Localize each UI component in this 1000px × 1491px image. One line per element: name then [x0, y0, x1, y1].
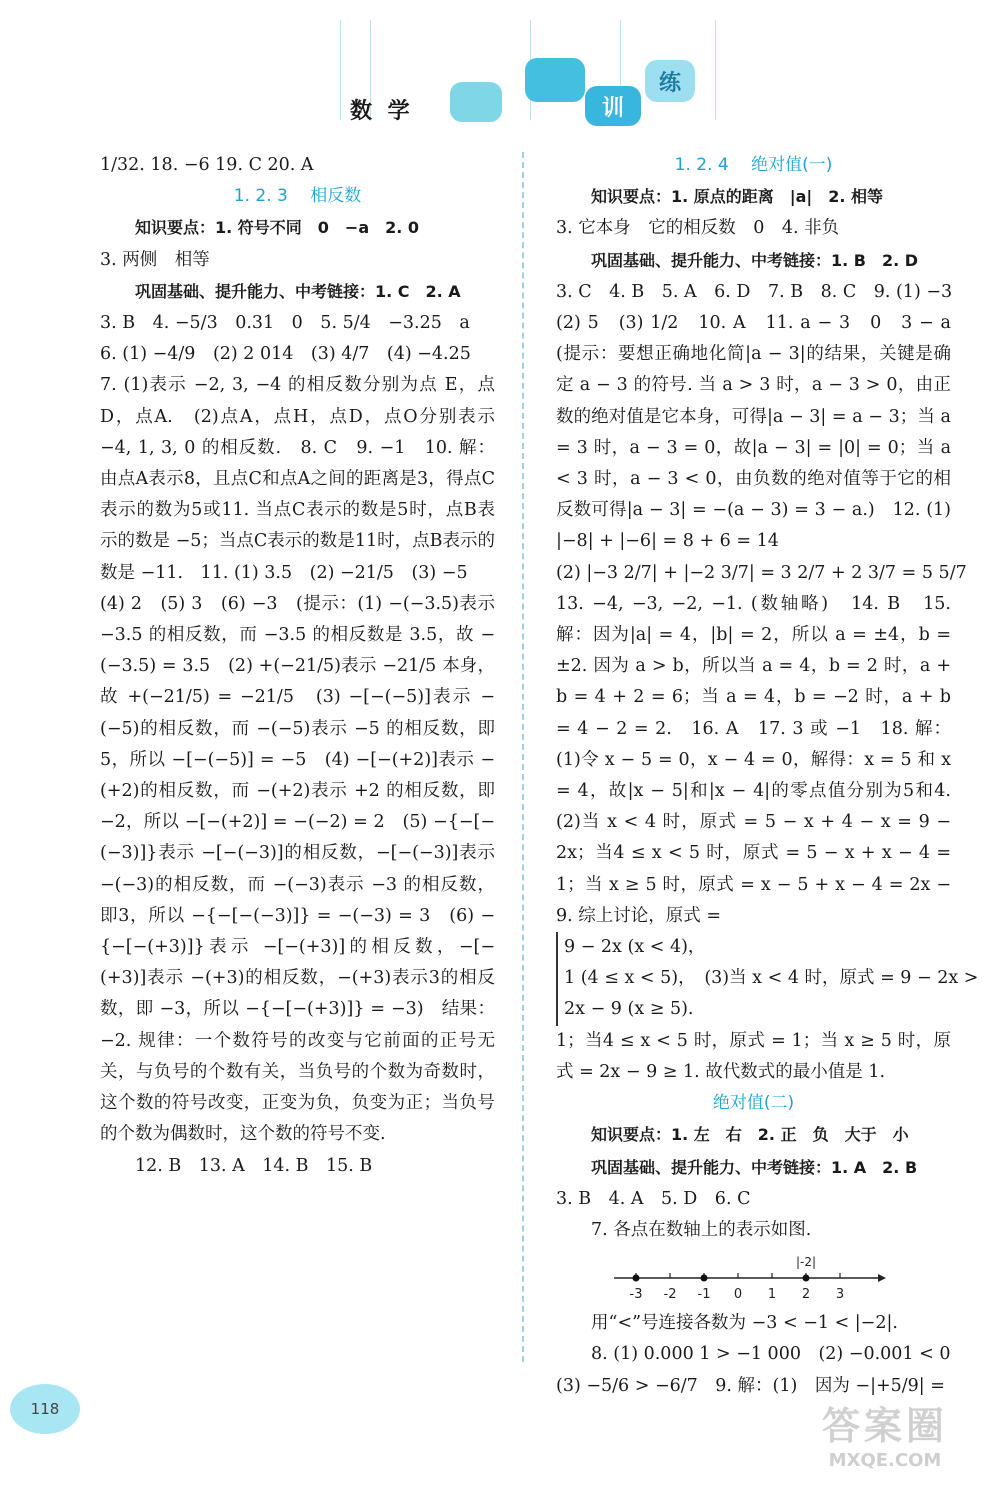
number-line-point	[701, 1275, 708, 1282]
knowledge-points: 知识要点：1. 原点的距离 |a| 2. 相等	[591, 187, 884, 207]
number-line-tick-label: 2	[801, 1287, 811, 1303]
exercise-heading: 巩固基础、提升能力、中考链接：1. A 2. B	[591, 1157, 918, 1177]
number-line-tick-label: -3	[629, 1287, 643, 1303]
answer-line: 8. (1) 0.000 1 > −1 000 (2) −0.001 < 0	[591, 1344, 951, 1365]
answer-line: 3. B 4. −5/3 0.31 0 5. 5/4 −3.25 a	[100, 313, 470, 334]
subject-title: 数 学	[350, 99, 414, 124]
header-bubble-1	[450, 82, 502, 122]
answer-line: 12. B 13. A 14. B 15. B	[135, 1155, 373, 1176]
answer-line: 用“<”号连接各数为 −3 < −1 < |−2|.	[591, 1313, 898, 1334]
exercise-heading: 巩固基础、提升能力、中考链接：1. B 2. D	[591, 250, 919, 270]
piecewise-case: 9 − 2x (x < 4)，	[564, 937, 706, 958]
right-column	[556, 150, 979, 1402]
answer-line: (3) −5/6 > −6/7 9. 解：(1) 因为 −|+5/9| =	[556, 1375, 945, 1396]
number-line-point	[633, 1275, 640, 1282]
column-separator	[522, 152, 524, 1362]
left-column	[100, 150, 495, 1182]
answer-paragraph: 13. −4, −3, −2, −1. (数轴略) 14. B 15. 解：因为|a| = 4，|b| = 2，所以 a = ±4，b = ±2. 因为 a > b，所以当 a = 4，b = 2 时，a + b = 4 + 2 = 6；当 a = 4，b = −2 时，a + b = 4 − 2 = 2. 16. A 17. 3 或 −1 18. 解：(1)令 x − 5 = 0，x − 4 = 0，解得：x = 5 和 x = 4，故|x − 5|和|x − 4|的零点值分别为5和4. (2)当 x < 4 时，原式 = 5 − x + 4 − x = 9 − 2x；当4 ≤ x < 5 时，原式 = 5 − x + x − 4 = 1；当 x ≥ 5 时，原式 = x − 5 + x − 4 = 2x − 9. 综上讨论，原式 =	[556, 593, 969, 926]
piecewise-case: 2x − 9 (x ≥ 5).	[564, 999, 694, 1020]
exercise-heading: 巩固基础、提升能力、中考链接：1. C 2. A	[135, 281, 461, 301]
header-bubble-3: 训	[585, 86, 641, 126]
header-bubble-2	[525, 58, 585, 102]
answer-line: 7. 各点在数轴上的表示如图.	[591, 1219, 812, 1240]
answer-line: 3. 两侧 相等	[100, 249, 210, 270]
section-title-absolute-value-2: 绝对值(二)	[712, 1093, 795, 1114]
knowledge-points: 知识要点：1. 左 右 2. 正 负 大于 小	[591, 1125, 909, 1145]
number-line-tick-label: -1	[697, 1287, 711, 1303]
number-line-tick-label: -2	[663, 1287, 677, 1303]
watermark-text: 答案圈	[821, 1404, 948, 1448]
watermark-url: MXQE.COM	[828, 1450, 942, 1471]
header-rule	[715, 20, 716, 120]
number-line-figure	[596, 1246, 951, 1308]
answer-paragraph: 1；当4 ≤ x < 5 时，原式 = 1；当 x ≥ 5 时，原式 = 2x − 9 ≥ 1. 故代数式的最小值是 1.	[556, 1030, 951, 1082]
watermark-logo	[790, 1395, 980, 1481]
answer-line: 3. C 4. B 5. A 6. D 7. B 8. C 9. (1) −3	[556, 281, 953, 302]
answer-line: 6. (1) −4/9 (2) 2 014 (3) 4/7 (4) −4.25	[100, 344, 471, 365]
section-title-opposite-numbers: 1. 2. 3 相反数	[233, 186, 362, 207]
page-header	[330, 20, 720, 124]
number-line-tick-label: 3	[835, 1287, 845, 1303]
number-line-point-label: |-2|	[795, 1255, 817, 1270]
piecewise-case: 1 (4 ≤ x < 5)， (3)当 x < 4 时，原式 = 9 − 2x >	[564, 968, 979, 989]
header-rule	[340, 20, 341, 120]
answer-paragraph: 7. (1)表示 −2, 3, −4 的相反数分别为点 E，点D，点A. (2)点A，点H，点D，点O分别表示 −4, 1, 3, 0 的相反数. 8. C 9. −1 10. 解：由点A表示8，且点C和点A之间的距离是3，得点C表示的数为5或11. 当点C表示的数是5时，点B表示的数是 −5；当点C表示的数是11时，点B表示的数是 −11. 11. (1) 3.5 (2) −21/5 (3) −5	[100, 375, 495, 583]
header-bubble-4: 练	[645, 60, 695, 102]
answer-line: (2) |−3 2/7| + |−2 3/7| = 3 2/7 + 2 3/7 = 5 5/7	[556, 562, 967, 583]
answer-line: 1/32. 18. −6 19. C 20. A	[100, 155, 314, 175]
page-number: 118	[10, 1384, 80, 1434]
number-line-arrow	[878, 1274, 886, 1282]
piecewise-brace	[556, 932, 979, 1026]
knowledge-points: 知识要点：1. 符号不同 0 −a 2. 0	[135, 218, 420, 238]
section-title-absolute-value-1: 1. 2. 4 绝对值(一)	[674, 155, 833, 175]
number-line-svg	[596, 1246, 896, 1308]
answer-paragraph: (2) 5 (3) 1/2 10. A 11. a − 3 0 3 − a (提示：要想正确地化简|a − 3|的结果，关键是确定 a − 3 的符号. 当 a > 3 时，a − 3 > 0，由正数的绝对值是它本身，可得|a − 3| = a − 3；当 a = 3 时，a − 3 = 0，故|a − 3| = |0| = 0；当 a < 3 时，a − 3 < 0，由负数的绝对值等于它的相反数可得|a − 3| = −(a − 3) = 3 − a.) 12. (1) |−8| + |−6| = 8 + 6 = 14	[556, 313, 951, 552]
number-line-tick-label: 1	[767, 1287, 777, 1303]
number-line-tick-label: 0	[733, 1287, 743, 1303]
number-line-point	[803, 1275, 810, 1282]
answer-line: 3. B 4. A 5. D 6. C	[556, 1188, 751, 1209]
answer-paragraph: (4) 2 (5) 3 (6) −3 (提示：(1) −(−3.5)表示 −3.5 的相反数，而 −3.5 的相反数是 3.5，故 −(−3.5) = 3.5 (2) +(−21/5)表示 −21/5 本身，故 +(−21/5) = −21/5 (3) −[−(−5)]表示 −(−5)的相反数，而 −(−5)表示 −5 的相反数，即 5，所以 −[−(−5)] = −5 (4) −[−(+2)]表示 −(+2)的相反数，而 −(+2)表示 +2 的相反数，即 −2，所以 −[−(+2)] = −(−2) = 2 (5) −{−[−(−3)]}表示 −[−(−3)]的相反数，−[−(−3)]表示 −(−3)的相反数，而 −(−3)表示 −3 的相反数，即3，所以 −{−[−(−3)]} = −(−3) = 3 (6) −{−[−(+3)]}表示 −[−(+3)]的相反数，−[−(+3)]表示 −(+3)的相反数，−(+3)表示3的相反数，即 −3，所以 −{−[−(+3)]} = −3) 结果：−2. 规律：一个数符号的改变与它前面的正号无关，与负号的个数有关，当负号的个数为奇数时，这个数的符号改变，正变为负，负变为正；当负号的个数为偶数时，这个数的符号不变.	[100, 593, 495, 1145]
answer-line: 3. 它本身 它的相反数 0 4. 非负	[556, 218, 840, 239]
